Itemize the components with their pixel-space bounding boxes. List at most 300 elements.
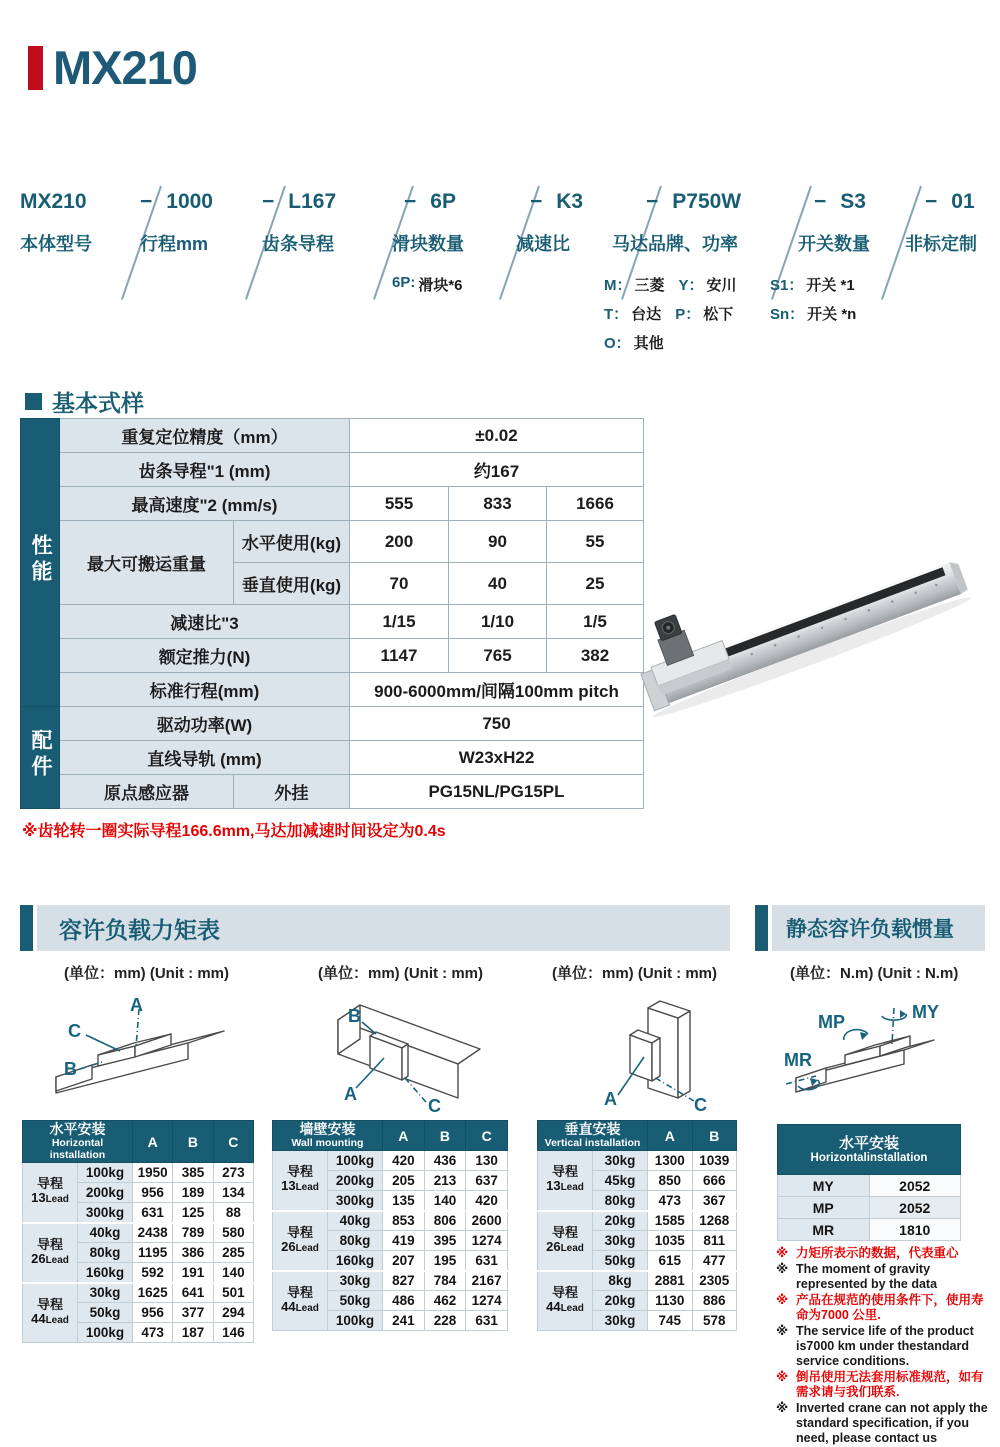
side-header-performance: 性能 [21, 419, 60, 707]
note-text: 力矩所表示的数据，代表重心 [796, 1246, 959, 1260]
value-cell: 419 [383, 1231, 425, 1251]
value-cell: 273 [213, 1163, 253, 1183]
value-cell: 806 [424, 1211, 466, 1231]
axis-label: A [130, 995, 143, 1015]
note-marker: ※ [776, 1246, 789, 1260]
model-sub-key: 6P: [392, 274, 416, 291]
unit-label: (单位：mm) (Unit : mm) [318, 965, 483, 982]
value-cell: 191 [173, 1263, 213, 1283]
column-header: A [648, 1121, 693, 1151]
value-cell: 88 [213, 1203, 253, 1223]
model-segment-label: 滑块数量 [392, 234, 464, 254]
model-segment-motor [604, 186, 787, 357]
vertical-installation-table [537, 1120, 737, 1331]
model-sub-line [604, 328, 787, 357]
spec-value: 90 [449, 521, 547, 563]
teal-accent-bar [20, 905, 33, 951]
model-sub-pair [679, 274, 737, 295]
lead-group-header: 导程 13Lead [273, 1151, 328, 1211]
value-cell: 473 [133, 1323, 173, 1343]
column-header: B [173, 1121, 213, 1163]
moment-name: MY [778, 1175, 870, 1197]
column-header: A [133, 1121, 173, 1163]
model-code-dash: − [646, 190, 659, 213]
value-cell: 420 [383, 1151, 425, 1171]
table-header-row [778, 1125, 961, 1175]
value-cell: 205 [383, 1171, 425, 1191]
side-header-accessory: 配件 [21, 707, 60, 809]
weight-cell: 100kg [78, 1163, 133, 1183]
model-sub-value: 三菱 [634, 277, 665, 294]
model-segment-body [20, 186, 135, 270]
model-code-dash: − [262, 190, 275, 213]
note-text: 倒吊使用无法套用标准规范，如有需求请与我们联系. [796, 1370, 984, 1399]
column-header: C [466, 1121, 508, 1151]
weight-cell: 200kg [78, 1183, 133, 1203]
model-segment-label: 本体型号 [20, 234, 92, 254]
moment-value: 1810 [869, 1219, 961, 1241]
weight-cell: 40kg [328, 1211, 383, 1231]
model-sub-pair [770, 274, 855, 295]
moment-label: MP [818, 1012, 845, 1032]
page-title: MX210 [53, 41, 197, 94]
model-segment-label: 开关数量 [798, 234, 870, 254]
spec-label: 额定推力(N) [60, 639, 350, 673]
note-item [776, 1293, 994, 1323]
teal-accent-bar [755, 905, 768, 951]
wall-mounting-table [272, 1120, 508, 1331]
load-section-title: 容许负载力矩表 [59, 916, 220, 943]
page-header [28, 40, 197, 95]
square-bullet-icon [25, 393, 42, 410]
table-title-cn: 水平安装 [838, 1134, 899, 1152]
note-text: 产品在规范的使用条件下，使用寿命为7000 公里. [796, 1293, 984, 1322]
model-sub-value: 其他 [633, 335, 664, 352]
spec-value: PG15NL/PG15PL [350, 775, 644, 809]
vertical-installation-diagram [588, 983, 733, 1115]
value-cell: 956 [133, 1183, 173, 1203]
table-row [21, 775, 644, 809]
model-code-value: P750W [672, 190, 742, 213]
static-section-banner [755, 905, 985, 951]
value-cell: 615 [648, 1251, 693, 1271]
spec-label: 最高速度"2 (mm/s) [60, 487, 350, 521]
value-cell: 187 [173, 1323, 213, 1343]
table-title-en: Horizontalinstallation [810, 1151, 928, 1164]
model-sub-line [770, 270, 910, 299]
value-cell: 631 [466, 1251, 508, 1271]
note-item [776, 1246, 994, 1261]
table-row [778, 1175, 961, 1197]
value-cell: 367 [692, 1191, 737, 1211]
weight-cell: 30kg [593, 1231, 648, 1251]
model-sub-pair [770, 303, 856, 324]
model-sub-pair [604, 274, 665, 295]
value-cell: 130 [466, 1151, 508, 1171]
note-text: Inverted crane can not apply the standard specification, if you need, please contact us [796, 1401, 988, 1445]
spec-value: ±0.02 [350, 419, 644, 453]
table-row [273, 1211, 508, 1231]
weight-cell: 40kg [78, 1223, 133, 1243]
value-cell: 1035 [648, 1231, 693, 1251]
table-row [21, 419, 644, 453]
value-cell: 631 [466, 1311, 508, 1331]
spec-label: 直线导轨 (mm) [60, 741, 350, 775]
unit-label: (单位：mm) (Unit : mm) [64, 965, 229, 982]
spec-sublabel: 外挂 [234, 775, 350, 809]
value-cell: 2600 [466, 1211, 508, 1231]
lead-group-header: 导程 26Lead [273, 1211, 328, 1271]
table-row [21, 639, 644, 673]
axis-label: C [428, 1096, 441, 1116]
model-sub-key: T： [604, 306, 629, 323]
weight-cell: 45kg [593, 1171, 648, 1191]
weight-cell: 160kg [328, 1251, 383, 1271]
model-code-value: 1000 [166, 190, 213, 213]
table-row [273, 1271, 508, 1291]
value-cell: 2305 [692, 1271, 737, 1291]
model-sub-key: O： [604, 335, 631, 352]
spec-label: 标准行程(mm) [60, 673, 350, 707]
model-sub-value: 安川 [706, 277, 737, 294]
value-cell: 827 [383, 1271, 425, 1291]
model-sub-value: 台达 [631, 306, 662, 323]
model-code-breakdown [0, 186, 1000, 351]
model-code-dash: − [814, 190, 827, 213]
weight-cell: 30kg [593, 1151, 648, 1171]
note-item [776, 1324, 994, 1369]
value-cell: 2438 [133, 1223, 173, 1243]
note-marker: ※ [776, 1401, 789, 1415]
weight-cell: 50kg [593, 1251, 648, 1271]
model-code-value: L167 [288, 190, 337, 213]
red-accent-bar [28, 46, 43, 90]
load-moment-table [537, 1120, 737, 1331]
model-sub-pair [604, 303, 661, 324]
moment-value: 2052 [869, 1175, 961, 1197]
load-section-banner [20, 905, 730, 951]
value-cell: 285 [213, 1243, 253, 1263]
weight-cell: 8kg [593, 1271, 648, 1291]
value-cell: 420 [466, 1191, 508, 1211]
axis-label: C [694, 1095, 707, 1115]
lead-group-header: 导程 44Lead [23, 1283, 78, 1343]
value-cell: 1274 [466, 1231, 508, 1251]
value-cell: 294 [213, 1303, 253, 1323]
weight-cell: 300kg [328, 1191, 383, 1211]
value-cell: 395 [424, 1231, 466, 1251]
weight-cell: 80kg [328, 1231, 383, 1251]
spec-value: 833 [449, 487, 547, 521]
value-cell: 637 [466, 1171, 508, 1191]
moment-diagram [782, 1000, 987, 1100]
weight-cell: 50kg [78, 1303, 133, 1323]
note-text: The moment of gravity represented by the data [796, 1262, 938, 1291]
model-sub-key: S1： [770, 277, 804, 294]
lead-group-header: 导程 13Lead [538, 1151, 593, 1211]
value-cell: 956 [133, 1303, 173, 1323]
table-row [21, 453, 644, 487]
note-marker: ※ [776, 1262, 789, 1276]
spec-value: 55 [547, 521, 644, 563]
table-row [538, 1211, 737, 1231]
weight-cell: 160kg [78, 1263, 133, 1283]
basic-spec-table [20, 418, 644, 809]
table-row [778, 1197, 961, 1219]
model-sub-line [392, 270, 504, 299]
note-item [776, 1262, 994, 1292]
table-row [778, 1219, 961, 1241]
model-code-value: 6P [430, 190, 456, 213]
spec-value: 200 [350, 521, 449, 563]
spec-value: 750 [350, 707, 644, 741]
column-header: B [424, 1121, 466, 1151]
weight-cell: 100kg [78, 1323, 133, 1343]
model-code-dash: − [530, 190, 543, 213]
value-cell: 789 [173, 1223, 213, 1243]
value-cell: 134 [213, 1183, 253, 1203]
value-cell: 1585 [648, 1211, 693, 1231]
spec-label: 重复定位精度（mm） [60, 419, 350, 453]
basic-spec-heading [25, 385, 144, 418]
value-cell: 1274 [466, 1291, 508, 1311]
value-cell: 1300 [648, 1151, 693, 1171]
value-cell: 377 [173, 1303, 213, 1323]
static-section-title: 静态容许负载惯量 [786, 918, 954, 941]
value-cell: 811 [692, 1231, 737, 1251]
value-cell: 1195 [133, 1243, 173, 1263]
static-inertia-table [777, 1124, 961, 1241]
table-title: 墙壁安装 Wall mounting [273, 1121, 383, 1151]
note-marker: ※ [776, 1370, 789, 1384]
model-sub-line [604, 270, 787, 299]
model-segment-stroke [140, 186, 255, 270]
value-cell: 486 [383, 1291, 425, 1311]
value-cell: 1039 [692, 1151, 737, 1171]
table-row [538, 1151, 737, 1171]
weight-cell: 80kg [78, 1243, 133, 1263]
model-code-value: K3 [556, 190, 584, 213]
value-cell: 135 [383, 1191, 425, 1211]
value-cell: 784 [424, 1271, 466, 1291]
model-segment-label: 行程mm [140, 234, 209, 254]
model-segment-switches [770, 186, 910, 328]
value-cell: 477 [692, 1251, 737, 1271]
model-sub-key: Sn： [770, 306, 805, 323]
axis-label: B [64, 1059, 77, 1079]
model-segment-custom [905, 186, 985, 270]
model-segment-label: 齿条导程 [262, 234, 334, 254]
value-cell: 140 [424, 1191, 466, 1211]
load-moment-table [272, 1120, 508, 1331]
value-cell: 1950 [133, 1163, 173, 1183]
axis-label: A [604, 1089, 617, 1109]
table-row [21, 707, 644, 741]
axis-label: B [348, 1006, 361, 1026]
horizontal-installation-diagram [38, 995, 253, 1107]
column-header: A [383, 1121, 425, 1151]
axis-label: C [68, 1021, 81, 1041]
horizontal-installation-table [22, 1120, 254, 1343]
note-item [776, 1401, 994, 1446]
table-row [23, 1163, 254, 1183]
table-title: 垂直安装 Vertical installation [538, 1121, 648, 1151]
value-cell: 745 [648, 1311, 693, 1331]
basic-spec-title: 基本式样 [52, 390, 144, 416]
table-row [273, 1151, 508, 1171]
model-sub-line [770, 299, 910, 328]
model-sub-line [604, 299, 787, 328]
table-title: 水平安装 Horizontal installation [23, 1121, 133, 1163]
product-photo [628, 518, 994, 743]
table-row [23, 1223, 254, 1243]
spec-value: W23xH22 [350, 741, 644, 775]
table-row [21, 673, 644, 707]
spec-value: 1/10 [449, 605, 547, 639]
table-row [21, 487, 644, 521]
model-sub-key: Y： [678, 277, 704, 294]
note-text: The service life of the product is7000 km under thestandard service conditions. [796, 1324, 974, 1368]
value-cell: 241 [383, 1311, 425, 1331]
spec-value: 70 [350, 563, 449, 605]
model-sub-pair [604, 332, 664, 353]
model-code-value: 01 [951, 190, 975, 213]
note-item [776, 1370, 994, 1400]
lead-group-header: 导程 44Lead [538, 1271, 593, 1331]
unit-label: (单位：mm) (Unit : mm) [552, 965, 717, 982]
value-cell: 386 [173, 1243, 213, 1263]
value-cell: 641 [173, 1283, 213, 1303]
value-cell: 462 [424, 1291, 466, 1311]
value-cell: 578 [692, 1311, 737, 1331]
spec-value: 1666 [547, 487, 644, 521]
value-cell: 436 [424, 1151, 466, 1171]
spec-value: 1/15 [350, 605, 449, 639]
weight-cell: 300kg [78, 1203, 133, 1223]
spec-footnote: ※齿轮转一圈实际导程166.6mm,马达加减速时间设定为0.4s [22, 823, 446, 840]
value-cell: 385 [173, 1163, 213, 1183]
value-cell: 195 [424, 1251, 466, 1271]
weight-cell: 100kg [328, 1311, 383, 1331]
lead-group-header: 导程 26Lead [538, 1211, 593, 1271]
table-header-row [538, 1121, 737, 1151]
spec-value: 约167 [350, 453, 644, 487]
weight-cell: 20kg [593, 1291, 648, 1311]
unit-label: (单位：N.m) (Unit : N.m) [790, 965, 959, 982]
value-cell: 886 [692, 1291, 737, 1311]
lead-group-header: 导程 26Lead [23, 1223, 78, 1283]
spec-value: 1/5 [547, 605, 644, 639]
model-segment-ratio [516, 186, 616, 270]
spec-value: 765 [449, 639, 547, 673]
spec-value: 382 [547, 639, 644, 673]
lead-group-header: 导程 44Lead [273, 1271, 328, 1331]
weight-cell: 80kg [593, 1191, 648, 1211]
model-segment-sliders [392, 186, 504, 299]
table-header-row [273, 1121, 508, 1151]
value-cell: 140 [213, 1263, 253, 1283]
model-sub-pair [675, 303, 733, 324]
value-cell: 2167 [466, 1271, 508, 1291]
value-cell: 580 [213, 1223, 253, 1243]
weight-cell: 20kg [593, 1211, 648, 1231]
value-cell: 1130 [648, 1291, 693, 1311]
spec-label: 原点感应器 [60, 775, 234, 809]
model-sub-key: P： [675, 306, 701, 323]
model-code-value: MX210 [20, 190, 87, 213]
weight-cell: 30kg [328, 1271, 383, 1291]
table-row [538, 1271, 737, 1291]
model-sub-value: 开关 *1 [806, 277, 855, 294]
weight-cell: 200kg [328, 1171, 383, 1191]
spec-value: 1147 [350, 639, 449, 673]
spec-sublabel: 垂直使用(kg) [234, 563, 350, 605]
spec-sublabel: 水平使用(kg) [234, 521, 350, 563]
table-row [23, 1283, 254, 1303]
model-code-dash: − [140, 190, 153, 213]
value-cell: 631 [133, 1203, 173, 1223]
value-cell: 2881 [648, 1271, 693, 1291]
value-cell: 1625 [133, 1283, 173, 1303]
moment-label: MY [912, 1002, 939, 1022]
model-segment-label: 非标定制 [905, 234, 977, 254]
table-row [21, 605, 644, 639]
column-header: B [692, 1121, 737, 1151]
model-code-value: S3 [840, 190, 866, 213]
moment-name: MP [778, 1197, 870, 1219]
value-cell: 850 [648, 1171, 693, 1191]
model-sub-value: 滑块*6 [418, 277, 463, 294]
wall-mounting-diagram [318, 988, 493, 1116]
value-cell: 189 [173, 1183, 213, 1203]
value-cell: 207 [383, 1251, 425, 1271]
model-segment-label: 马达品牌、功率 [612, 234, 738, 254]
spec-label: 减速比"3 [60, 605, 350, 639]
axis-label: A [344, 1084, 357, 1104]
value-cell: 666 [692, 1171, 737, 1191]
model-code-dash: − [925, 190, 938, 213]
value-cell: 592 [133, 1263, 173, 1283]
spec-label: 驱动功率(W) [60, 707, 350, 741]
weight-cell: 50kg [328, 1291, 383, 1311]
value-cell: 473 [648, 1191, 693, 1211]
load-moment-table [22, 1120, 254, 1343]
moment-label: MR [784, 1050, 812, 1070]
note-marker: ※ [776, 1293, 789, 1307]
spec-label: 齿条导程"1 (mm) [60, 453, 350, 487]
lead-group-header: 导程 13Lead [23, 1163, 78, 1223]
table-header-row [23, 1121, 254, 1163]
model-segment-label: 减速比 [516, 234, 570, 254]
value-cell: 228 [424, 1311, 466, 1331]
weight-cell: 30kg [78, 1283, 133, 1303]
model-sub-value: 松下 [703, 306, 734, 323]
note-marker: ※ [776, 1324, 789, 1338]
moment-name: MR [778, 1219, 870, 1241]
value-cell: 501 [213, 1283, 253, 1303]
table-row [21, 521, 644, 563]
model-segment-rack-lead [262, 186, 377, 270]
model-sub-key: M： [604, 277, 632, 294]
column-header: C [213, 1121, 253, 1163]
value-cell: 125 [173, 1203, 213, 1223]
notes-list [776, 1246, 994, 1447]
model-sub-pair [392, 274, 463, 295]
model-sub-value: 开关 *n [807, 306, 857, 323]
spec-label: 最大可搬运重量 [60, 521, 234, 605]
value-cell: 146 [213, 1323, 253, 1343]
spec-value: 40 [449, 563, 547, 605]
